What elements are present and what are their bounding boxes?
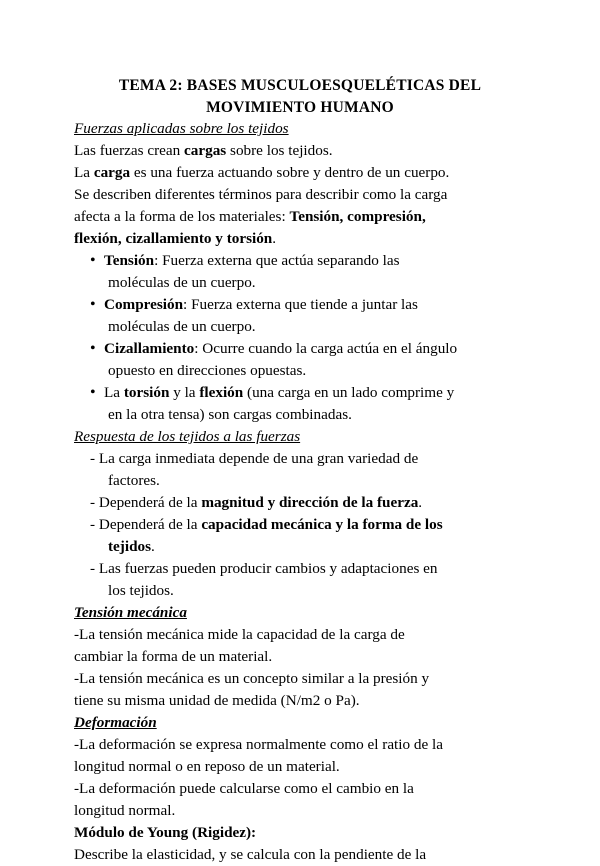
title-line-1: TEMA 2: BASES MUSCULOESQUELÉTICAS DEL	[118, 77, 482, 94]
paragraph-line: longitud normal o en reposo de un material.	[74, 758, 340, 775]
list-item-continuation: opuesto en direcciones opuestas.	[108, 362, 307, 379]
bullet-icon: •	[90, 296, 96, 313]
paragraph-line: afecta a la forma de los materiales: Tensión, compresión,	[74, 208, 426, 225]
bullet-icon: •	[90, 252, 96, 269]
list-item: La torsión y la flexión (una carga en un lado comprime y	[104, 384, 455, 401]
list-item-continuation: moléculas de un cuerpo.	[108, 274, 256, 291]
paragraph-line: flexión, cizallamiento y torsión.	[74, 230, 277, 247]
section-heading-deformacion: Deformación	[74, 714, 157, 731]
list-item: Compresión: Fuerza externa que tiende a juntar las	[104, 296, 418, 313]
paragraph-line: cambiar la forma de un material.	[74, 648, 273, 665]
paragraph-line: Se describen diferentes términos para describir como la carga	[74, 186, 448, 203]
dash-item: - La carga inmediata depende de una gran variedad de	[90, 450, 419, 467]
list-item-continuation: en la otra tensa) son cargas combinadas.	[108, 406, 352, 423]
title-line-2: MOVIMIENTO HUMANO	[206, 99, 394, 116]
dash-item: - Dependerá de la capacidad mecánica y la forma de los	[90, 516, 443, 533]
section-heading-fuerzas: Fuerzas aplicadas sobre los tejidos	[74, 120, 289, 137]
paragraph-line: -La tensión mecánica es un concepto similar a la presión y	[74, 670, 430, 687]
paragraph-line: La carga es una fuerza actuando sobre y dentro de un cuerpo.	[74, 164, 450, 181]
section-heading-tension: Tensión mecánica	[74, 604, 187, 621]
paragraph-line: -La tensión mecánica mide la capacidad de la carga de	[74, 626, 405, 643]
paragraph-line: Las fuerzas crean cargas sobre los tejidos.	[74, 142, 333, 159]
bullet-icon: •	[90, 384, 96, 401]
section-heading-young: Módulo de Young (Rigidez):	[74, 824, 257, 841]
list-item: Cizallamiento: Ocurre cuando la carga actúa en el ángulo	[104, 340, 458, 357]
dash-item: - Dependerá de la magnitud y dirección de la fuerza.	[90, 494, 423, 511]
paragraph-line: tiene su misma unidad de medida (N/m2 o Pa).	[74, 692, 360, 709]
paragraph-line: Describe la elasticidad, y se calcula con la pendiente de la	[74, 846, 427, 863]
dash-item-continuation: factores.	[108, 472, 160, 489]
paragraph-line: -La deformación se expresa normalmente como el ratio de la	[74, 736, 443, 753]
page-title	[60, 75, 540, 119]
list-item-continuation: moléculas de un cuerpo.	[108, 318, 256, 335]
list-item: Tensión: Fuerza externa que actúa separando las	[104, 252, 400, 269]
paragraph-line: -La deformación puede calcularse como el cambio en la	[74, 780, 414, 797]
dash-item-continuation: tejidos.	[108, 538, 155, 555]
paragraph-line: longitud normal.	[74, 802, 176, 819]
section-heading-respuesta: Respuesta de los tejidos a las fuerzas	[74, 428, 301, 445]
dash-item: - Las fuerzas pueden producir cambios y adaptaciones en	[90, 560, 438, 577]
dash-item-continuation: los tejidos.	[108, 582, 174, 599]
bullet-icon: •	[90, 340, 96, 357]
